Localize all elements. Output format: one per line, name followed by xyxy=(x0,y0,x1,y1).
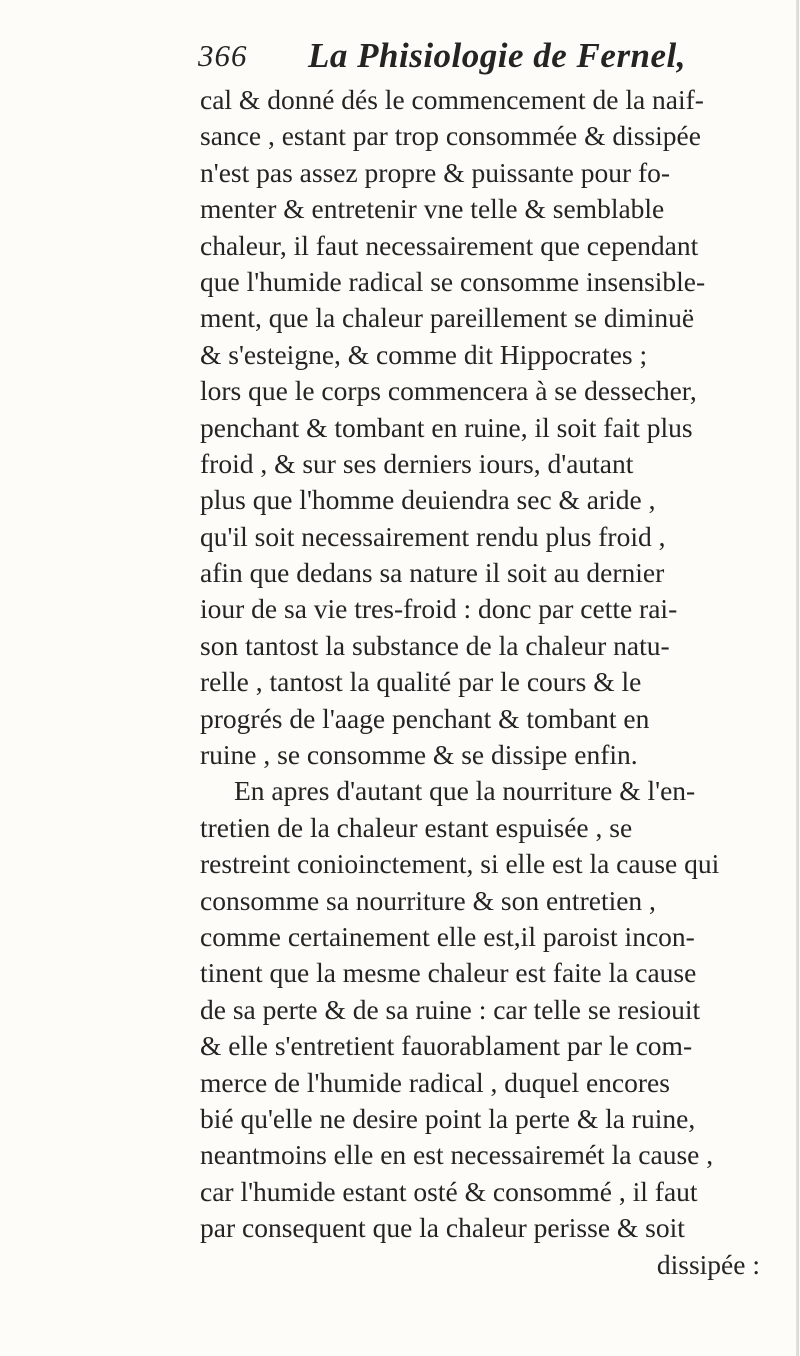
page-header xyxy=(198,38,758,84)
text-line: consomme sa nourriture & son entretien , xyxy=(200,884,656,916)
text-line: de sa perte & de sa ruine : car telle se resiouit xyxy=(200,993,701,1025)
text-line: que l'humide radical se consomme insensible- xyxy=(200,265,706,297)
text-line: comme certainement elle est,il paroist incon- xyxy=(200,920,695,952)
text-line: chaleur, il faut necessairement que cependant xyxy=(200,229,699,261)
text-line: qu'il soit necessairement rendu plus froid , xyxy=(200,520,666,552)
page-edge xyxy=(796,0,799,1356)
text-line: ruine , se consomme & se dissipe enfin. xyxy=(200,739,638,771)
text-line: penchant & tombant en ruine, il soit fait plus xyxy=(200,411,693,443)
text-line: tretien de la chaleur estant espuisée , se xyxy=(200,811,633,843)
text-line: ment, que la chaleur pareillement se diminuë xyxy=(200,302,695,334)
text-line: menter & entretenir vne telle & semblable xyxy=(200,193,665,225)
text-line: neantmoins elle en est necessairemét la cause , xyxy=(200,1139,714,1171)
text-line: & s'esteigne, & comme dit Hippocrates ; xyxy=(200,338,648,370)
text-line: iour de sa vie tres-froid : donc par cette rai- xyxy=(200,593,678,625)
text-line: son tantost la substance de la chaleur natu- xyxy=(200,629,670,661)
text-line: restreint conioinctement, si elle est la cause qui xyxy=(200,848,720,880)
text-line: afin que dedans sa nature il soit au dernier xyxy=(200,557,665,589)
text-line: cal & donné dés le commencement de la naif- xyxy=(200,84,704,115)
text-line: bié qu'elle ne desire point la perte & la ruine, xyxy=(200,1102,696,1134)
paragraph-start-line: En apres d'autant que la nourriture & l'en- xyxy=(234,775,696,807)
page-number: 366 xyxy=(198,38,248,73)
text-line: & elle s'entretient fauorablament par le com- xyxy=(200,1030,693,1062)
catchword-line: dissipée : xyxy=(656,1248,760,1280)
text-line: car l'humide estant osté & consommé , il faut xyxy=(200,1175,698,1207)
text-line: sance , estant par trop consommée & dissipée xyxy=(200,120,701,152)
text-line: lors que le corps commencera à se dessecher, xyxy=(200,375,697,407)
text-line: plus que l'homme deuiendra sec & aride , xyxy=(200,484,656,516)
text-line: progrés de l'aage penchant & tombant en xyxy=(200,702,650,734)
body-text xyxy=(200,82,772,1283)
text-line: relle , tantost la qualité par le cours & le xyxy=(200,666,642,698)
text-line: n'est pas assez propre & puissante pour fo- xyxy=(200,156,671,188)
text-line: par consequent que la chaleur perisse & soit xyxy=(200,1212,685,1244)
text-line: tinent que la mesme chaleur est faite la cause xyxy=(200,957,697,989)
text-line: merce de l'humide radical , duquel encores xyxy=(200,1066,670,1098)
running-title: La Phisiologie de Fernel, xyxy=(308,36,687,75)
text-line: froid , & sur ses derniers iours, d'autant xyxy=(200,447,634,479)
